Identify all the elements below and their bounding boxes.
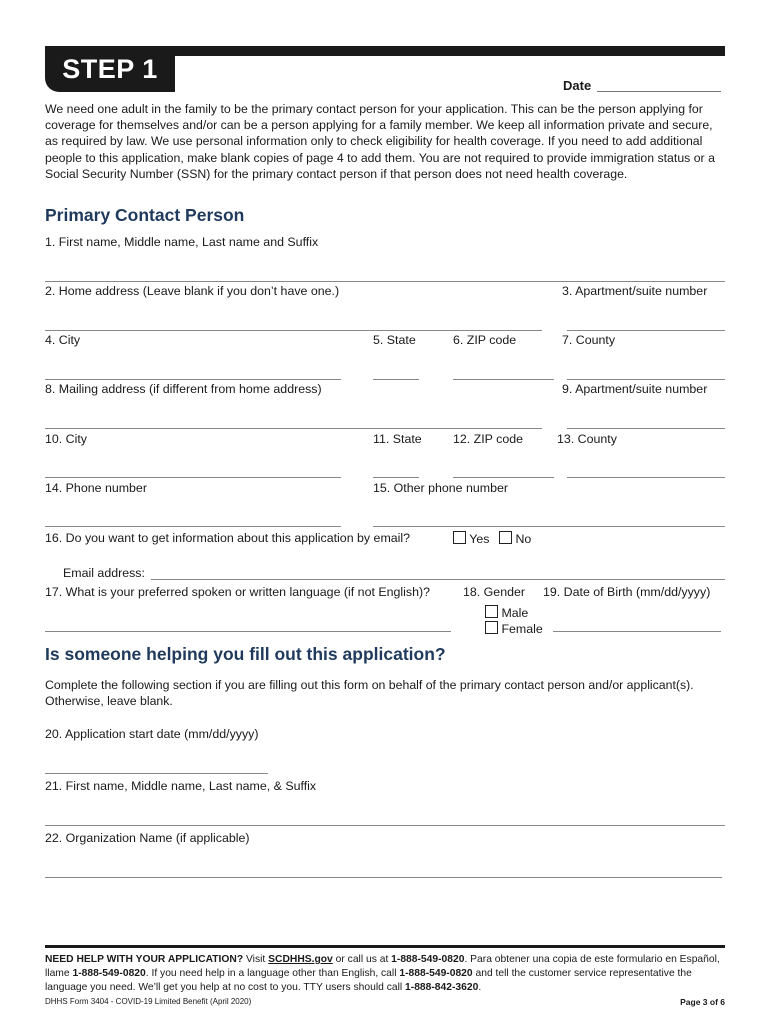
option-no[interactable] — [499, 531, 531, 546]
page-number: Page 3 of 6 — [680, 997, 725, 1007]
label-zip: 6. ZIP code — [453, 333, 517, 347]
label-apartment: 3. Apartment/suite number — [562, 284, 708, 298]
step-label: STEP 1 — [62, 54, 158, 84]
label-gender: 18. Gender — [463, 585, 525, 599]
no-checkbox[interactable] — [499, 531, 512, 544]
need-help-label: NEED HELP WITH YOUR APPLICATION? — [45, 954, 244, 965]
label-home-address: 2. Home address (Leave blank if you don’t have one.) — [45, 284, 340, 298]
field-organization[interactable] — [45, 877, 722, 878]
phone-number: 1-888-549-0820 — [391, 954, 465, 965]
label-mailing-city: 10. City — [45, 432, 88, 446]
label-organization: 22. Organization Name (if applicable) — [45, 831, 250, 845]
label-mailing-address: 8. Mailing address (if different from home address) — [45, 382, 322, 396]
option-male[interactable] — [485, 605, 528, 620]
label-email-question: 16. Do you want to get information about this application by email? — [45, 531, 411, 545]
field-state[interactable] — [373, 379, 419, 380]
label-email-address: Email address: — [63, 566, 145, 580]
female-checkbox[interactable] — [485, 621, 498, 634]
helper-paragraph: Complete the following section if you are filling out this form on behalf of the primary contact person and/or applicant(s). Otherwise, leave blank. — [45, 678, 694, 709]
footer-help-text: NEED HELP WITH YOUR APPLICATION? Visit SCDHHS.gov or call us at 1-888-549-0820. Para obtener una copia de este formulario en Español, llame 1-888-549-0820. If you need help in a language other than English, call 1-888-549-0820 and tell the customer service representative the language you need. We’ll get you help at no cost to you. TTY users should call 1-888-842-3620. — [45, 954, 720, 993]
field-mailing-state[interactable] — [373, 477, 419, 478]
field-phone[interactable] — [45, 526, 341, 527]
no-label: No — [515, 532, 532, 546]
label-city: 4. City — [45, 333, 81, 347]
field-helper-name[interactable] — [45, 825, 725, 826]
label-mailing-state: 11. State — [373, 432, 422, 446]
field-apartment[interactable] — [567, 330, 725, 331]
field-mailing-county[interactable] — [567, 477, 725, 478]
field-start-date[interactable] — [45, 773, 268, 774]
field-other-phone[interactable] — [373, 526, 725, 527]
field-language[interactable] — [45, 631, 451, 632]
label-mailing-apartment: 9. Apartment/suite number — [562, 382, 708, 396]
tty-number: 1-888-842-3620 — [405, 982, 479, 993]
label-name: 1. First name, Middle name, Last name and Suffix — [45, 235, 319, 249]
field-mailing-address[interactable] — [45, 428, 542, 429]
website-link[interactable]: SCDHHS.gov — [268, 954, 333, 965]
label-other-phone: 15. Other phone number — [373, 481, 509, 495]
field-mailing-zip[interactable] — [453, 477, 554, 478]
step-tab — [45, 46, 175, 92]
field-county[interactable] — [567, 379, 725, 380]
field-mailing-city[interactable] — [45, 477, 341, 478]
field-dob[interactable] — [553, 631, 721, 632]
label-state: 5. State — [373, 333, 416, 347]
field-home-address[interactable] — [45, 330, 542, 331]
date-field[interactable] — [597, 91, 721, 92]
yes-checkbox[interactable] — [453, 531, 466, 544]
intro-text: We need one adult in the family to be the primary contact person for your application. This can be the person applying for coverage for themselves and/or can be a person applying for a family member. We keep all information private and secure, as required by law. We use personal information only to check eligibility for health coverage. If you need to add additional people to this application, make blank copies of page 4 to add them. You are not required to provide immigration status or a Social Security Number (SSN) for the primary contact person if that person does not need health coverage. — [45, 102, 715, 181]
date-label: Date — [563, 78, 592, 93]
option-yes[interactable] — [453, 531, 489, 546]
label-county: 7. County — [562, 333, 616, 347]
option-female[interactable] — [485, 621, 543, 636]
label-helper-name: 21. First name, Middle name, Last name, & Suffix — [45, 779, 317, 793]
label-start-date: 20. Application start date (mm/dd/yyyy) — [45, 727, 259, 741]
field-name[interactable] — [45, 281, 725, 282]
field-city[interactable] — [45, 379, 341, 380]
section-heading-primary: Primary Contact Person — [45, 205, 245, 225]
male-label: Male — [501, 606, 529, 620]
female-label: Female — [501, 622, 543, 636]
form-id: DHHS Form 3404 - COVID-19 Limited Benefit (April 2020) — [45, 997, 252, 1006]
label-mailing-county: 13. County — [557, 432, 617, 446]
yes-label: Yes — [469, 532, 490, 546]
field-mailing-apartment[interactable] — [567, 428, 725, 429]
label-dob: 19. Date of Birth (mm/dd/yyyy) — [543, 585, 711, 599]
footer-bar — [45, 945, 725, 948]
label-phone: 14. Phone number — [45, 481, 147, 495]
field-email-address[interactable] — [151, 579, 725, 580]
label-mailing-zip: 12. ZIP code — [453, 432, 524, 446]
field-zip[interactable] — [453, 379, 554, 380]
label-language: 17. What is your preferred spoken or written language (if not English)? — [45, 585, 430, 599]
male-checkbox[interactable] — [485, 605, 498, 618]
section-heading-helper: Is someone helping you fill out this application? — [45, 644, 446, 664]
